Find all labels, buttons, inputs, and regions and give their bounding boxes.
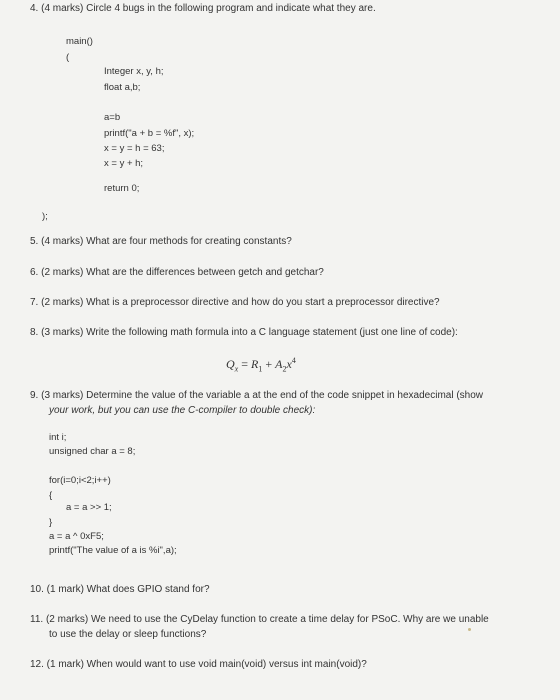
math-formula: $Q_x = R_1 + A_2x^4$ bbox=[226, 356, 296, 374]
question-6: 6. (2 marks) What are the differences between getch and getchar? bbox=[30, 267, 324, 278]
question-5: 5. (4 marks) What are four methods for creating constants? bbox=[30, 236, 292, 247]
code-line: printf("The value of a is %i",a); bbox=[49, 545, 177, 556]
question-12: 12. (1 mark) When would want to use void main(void) versus int main(void)? bbox=[30, 659, 367, 670]
code-line: return 0; bbox=[104, 183, 140, 194]
code-line: } bbox=[49, 517, 53, 528]
code-line: a = a ^ 0xF5; bbox=[49, 531, 104, 542]
code-line: printf("a + b = %f", x); bbox=[104, 128, 195, 139]
code-line: unsigned char a = 8; bbox=[49, 446, 136, 457]
code-line: ( bbox=[66, 52, 70, 63]
code-line: x = y = h = 63; bbox=[104, 143, 165, 154]
code-line: x = y + h; bbox=[104, 158, 144, 169]
question-4-prompt: 4. (4 marks) Circle 4 bugs in the following program and indicate what they are. bbox=[30, 3, 376, 14]
code-line: for(i=0;i<2;i++) bbox=[49, 475, 111, 486]
code-line: float a,b; bbox=[104, 82, 141, 93]
question-11-prompt-cont: to use the delay or sleep functions? bbox=[49, 629, 207, 640]
code-line: ); bbox=[42, 211, 48, 222]
question-9-prompt-cont: your work, but you can use the C-compiler to double check): bbox=[49, 405, 316, 416]
paper-speck bbox=[468, 628, 471, 631]
question-10: 10. (1 mark) What does GPIO stand for? bbox=[30, 584, 210, 595]
question-8-prompt: 8. (3 marks) Write the following math formula into a C language statement (just one line of code): bbox=[30, 327, 458, 338]
code-line: int i; bbox=[49, 432, 67, 443]
question-11-prompt: 11. (2 marks) We need to use the CyDelay function to create a time delay for PSoC. Why are we unable bbox=[30, 614, 489, 625]
code-line: a=b bbox=[104, 112, 121, 123]
code-line: Integer x, y, h; bbox=[104, 66, 164, 77]
code-line: main() bbox=[66, 36, 93, 47]
question-7: 7. (2 marks) What is a preprocessor directive and how do you start a preprocessor directive? bbox=[30, 297, 440, 308]
question-9-prompt: 9. (3 marks) Determine the value of the variable a at the end of the code snippet in hexadecimal (show bbox=[30, 390, 484, 401]
code-line: a = a >> 1; bbox=[66, 502, 112, 513]
code-line: { bbox=[49, 490, 53, 501]
